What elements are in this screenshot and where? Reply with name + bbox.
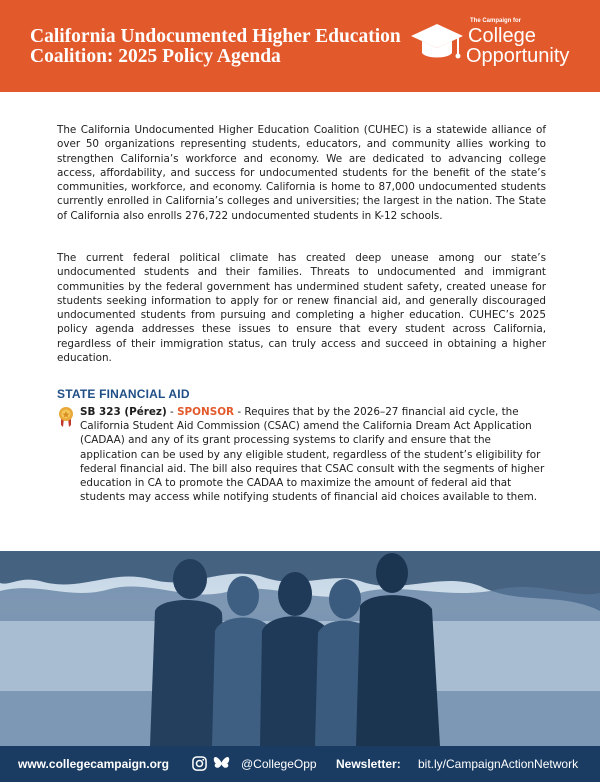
- instagram-icon[interactable]: [192, 756, 207, 771]
- logo-tagline: The Campaign for: [470, 18, 522, 24]
- bill-description: - Requires that by the 2026–27 financial aid cycle, the California Student Aid Commission (CSAC) amend the California Dream Act Application (CADAA) and any of its grant processing systems to clarify and ensure that the application can be used by any eligible student, regardless of the student’s eligibility for federal financial aid. The bill also requires that CSAC consult with the segments of higher education in CA to promote the CADAA to maximize the amount of federal aid that students may access while notifying students of financial aid choices available to them.: [80, 406, 545, 504]
- medal-icon: [58, 406, 74, 428]
- graduation-cap-icon: [410, 22, 464, 68]
- bill-id: SB 323 (Pérez): [80, 406, 167, 418]
- college-opportunity-logo[interactable]: [410, 16, 585, 76]
- bill-item: [80, 405, 550, 504]
- website-link[interactable]: www.collegecampaign.org: [18, 757, 169, 771]
- header-banner: [0, 0, 600, 92]
- logo-text-college: College: [468, 25, 536, 47]
- section-heading: STATE FINANCIAL AID: [57, 387, 190, 401]
- newsletter-link[interactable]: bit.ly/CampaignActionNetwork: [418, 757, 579, 771]
- intro-paragraph-1: The California Undocumented Higher Education Coalition (CUHEC) is a statewide alliance of over 50 organizations representing students, educators, and community allies working to strengthen California’s workforce and economy. We are dedicated to advancing college access, affordability, and success for undocumented students for the benefit of the state’s communities, workforce, and economy. California is home to 87,000 undocumented students currently enrolled in California’s colleges and universities; the largest in the nation. The State of California also enrolls 276,722 undocumented students in K-12 schools.: [57, 124, 546, 222]
- butterfly-icon[interactable]: [213, 756, 230, 771]
- bill-role-badge: SPONSOR: [177, 406, 235, 418]
- page-title: California Undocumented Higher Education Coalition: 2025 Policy Agenda: [30, 26, 401, 67]
- footer-bar: [0, 746, 600, 782]
- newsletter-label: Newsletter:: [336, 757, 401, 771]
- logo-text-opportunity: Opportunity: [466, 45, 570, 67]
- bill-separator: -: [166, 406, 178, 418]
- intro-paragraph-2: The current federal political climate has created deep unease among our state’s undocumented students and their families. Threats to undocumented and immigrant communities by the federal government has undermined student safety, created unease for students seeking information to apply for or renew financial aid, and generally discouraged undocumented students from pursuing and completing a higher education. CUHEC’s 2025 policy agenda addresses these issues to ensure that every student across California, regardless of their immigration status, can truly access and succeed in obtaining a higher education.: [57, 252, 546, 365]
- students-group-photo: [0, 551, 600, 746]
- photo-illustration: [0, 551, 600, 746]
- social-handle[interactable]: @CollegeOpp: [241, 757, 317, 771]
